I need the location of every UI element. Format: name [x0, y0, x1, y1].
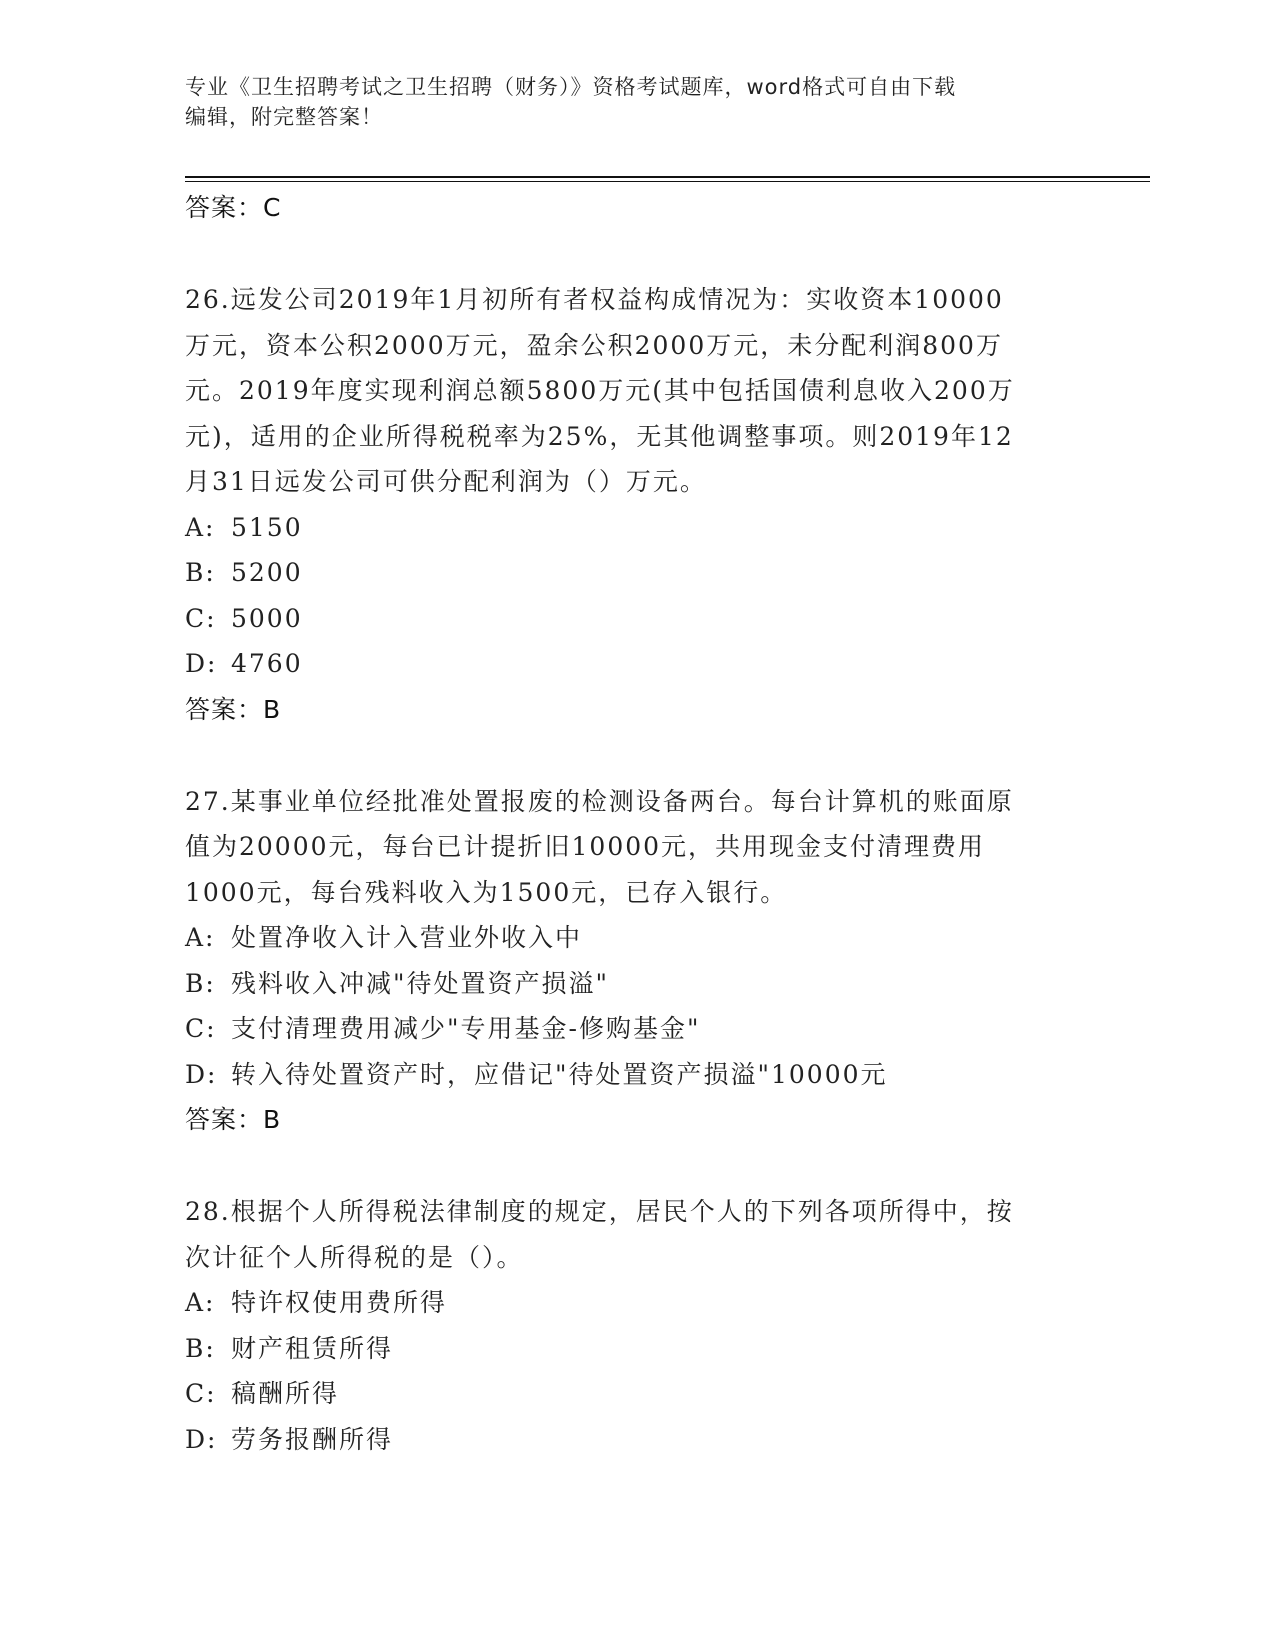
option-text: 5150: [231, 512, 303, 542]
option-letter: B:: [185, 558, 216, 587]
option-text: 支付清理费用减少"专用基金-修购基金": [231, 1014, 701, 1043]
option-letter: A:: [185, 512, 216, 542]
header-line-1: 专业《卫生招聘考试之卫生招聘（财务）》资格考试题库，word格式可自由下载: [185, 75, 957, 99]
question-line: 次计征个人所得税的是（）。: [185, 1242, 524, 1272]
option-c: [185, 1006, 1085, 1052]
question-line: 值为20000元，每台已计提折旧10000元，共用现金支付清理费用: [185, 832, 986, 861]
option-letter: B:: [185, 1333, 216, 1363]
option-text: 4760: [231, 649, 303, 678]
option-letter: D:: [185, 1059, 218, 1089]
option-text: 财产租赁所得: [231, 1333, 394, 1363]
question-line: 元。2019年度实现利润总额5800万元(其中包括国债利息收入200万: [185, 376, 1015, 405]
answer-label: 答案：: [185, 193, 264, 222]
option-c: [185, 596, 1085, 642]
question-line: 28.根据个人所得税法律制度的规定，居民个人的下列各项所得中，按: [185, 1197, 1014, 1226]
option-a: [185, 1280, 1085, 1326]
option-text: 处置净收入计入营业外收入中: [231, 923, 583, 952]
question-line: 26.远发公司2019年1月初所有者权益构成情况为：实收资本10000: [185, 285, 1004, 314]
answer-line: [185, 1097, 1085, 1143]
option-text: 转入待处置资产时，应借记"待处置资产损溢"10000元: [231, 1059, 888, 1089]
answer-line: [185, 185, 1085, 231]
option-letter: C:: [185, 1379, 217, 1408]
question-27-stem: [185, 779, 1085, 916]
page-header: [185, 72, 1085, 132]
option-text: 5200: [231, 558, 303, 587]
answer-line: [185, 687, 1085, 733]
option-d: [185, 641, 1085, 687]
option-text: 5000: [231, 603, 303, 633]
option-letter: D:: [185, 649, 218, 678]
answer-value: B: [263, 1105, 282, 1134]
question-line: 27.某事业单位经批准处置报废的检测设备两台。每台计算机的账面原: [185, 786, 1014, 816]
option-c: [185, 1371, 1085, 1417]
answer-value: C: [263, 193, 282, 222]
option-b: [185, 550, 1085, 596]
option-letter: C:: [185, 603, 217, 633]
answer-value: B: [263, 694, 282, 724]
question-28-stem: [185, 1189, 1085, 1280]
option-d: [185, 1417, 1085, 1463]
question-line: 元)，适用的企业所得税税率为25%，无其他调整事项。则2019年12: [185, 421, 1014, 451]
header-line-2: 编辑，附完整答案！: [185, 105, 383, 129]
question-line: 万元，资本公积2000万元，盈余公积2000万元，未分配利润800万: [185, 330, 1003, 360]
question-line: 月31日远发公司可供分配利润为（）万元。: [185, 467, 707, 496]
question-26-stem: [185, 277, 1085, 505]
option-d: [185, 1052, 1085, 1098]
block-spacer: [185, 231, 1085, 277]
document-body: [185, 185, 1085, 1462]
block-spacer: [185, 733, 1085, 779]
option-letter: A:: [185, 923, 216, 952]
option-a: [185, 505, 1085, 551]
option-letter: A:: [185, 1288, 216, 1317]
option-text: 稿酬所得: [231, 1379, 340, 1408]
header-divider-thin: [185, 181, 1150, 182]
header-divider-thick: [185, 176, 1150, 178]
block-spacer: [185, 1143, 1085, 1189]
option-text: 特许权使用费所得: [231, 1288, 448, 1317]
option-letter: D:: [185, 1424, 218, 1454]
option-letter: B:: [185, 968, 216, 998]
option-b: [185, 961, 1085, 1007]
answer-label: 答案：: [185, 1105, 264, 1134]
option-text: 残料收入冲减"待处置资产损溢": [231, 968, 609, 998]
option-b: [185, 1326, 1085, 1372]
answer-label: 答案：: [185, 694, 264, 724]
option-letter: C:: [185, 1014, 217, 1043]
option-text: 劳务报酬所得: [231, 1424, 394, 1454]
question-line: 1000元，每台残料收入为1500元，已存入银行。: [185, 877, 788, 907]
option-a: [185, 915, 1085, 961]
